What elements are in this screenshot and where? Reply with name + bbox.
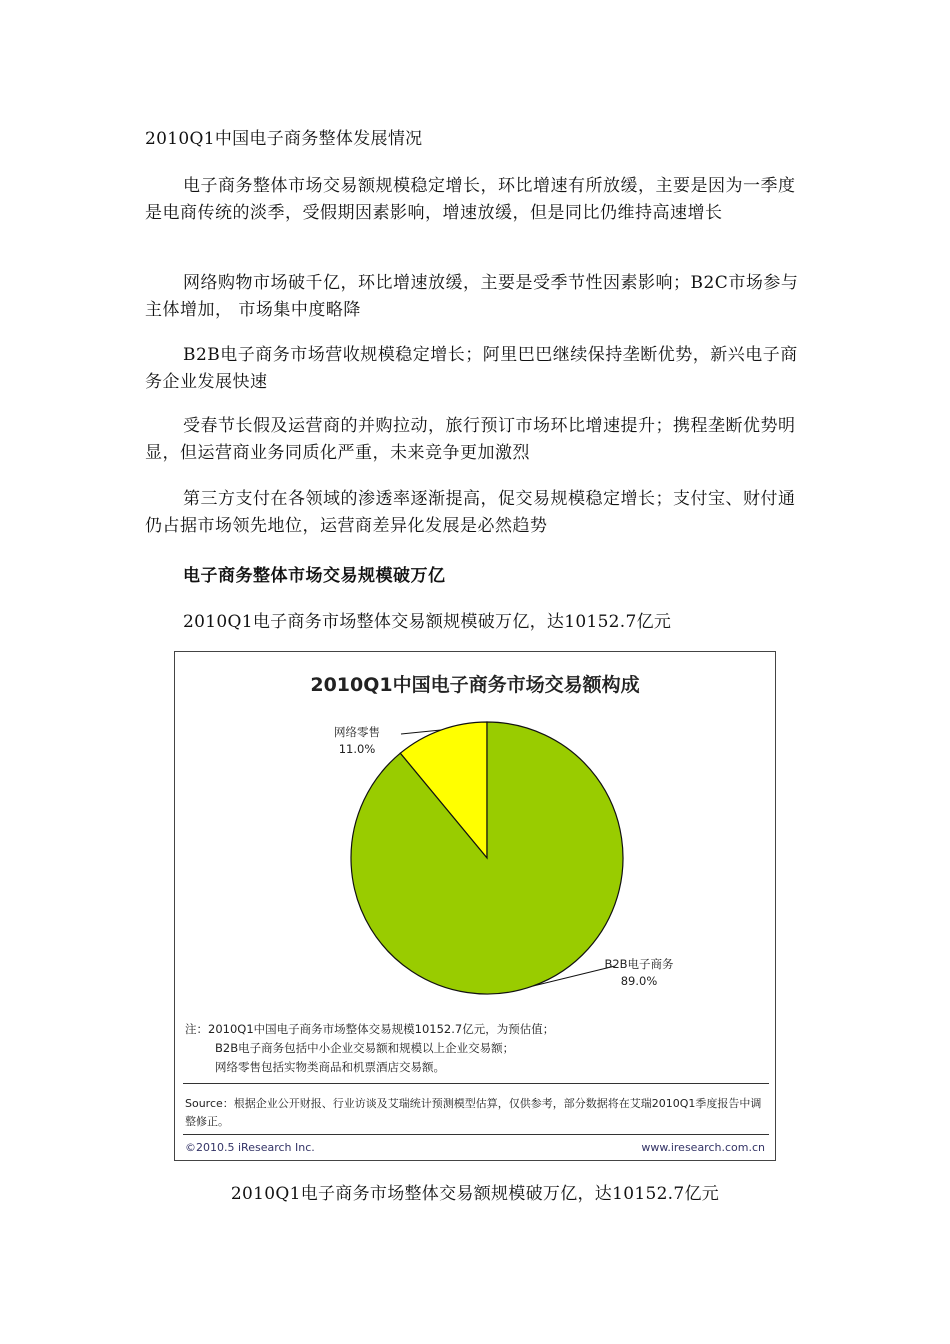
note-line-3: 网络零售包括实物类商品和机票酒店交易额。	[215, 1060, 445, 1074]
paragraph-b2b: B2B电子商务市场营收规模稳定增长；阿里巴巴继续保持垄断优势，新兴电子商务企业发展快速	[145, 345, 798, 392]
section-title: 电子商务整体市场交易规模破万亿	[183, 566, 446, 586]
slice-value-online-retail: 11.0%	[338, 742, 376, 756]
summary-line: 2010Q1电子商务市场整体交易额规模破万亿，达10152.7亿元	[183, 612, 672, 632]
copyright-text: ©2010.5 iResearch Inc.	[185, 1141, 315, 1154]
website-text: www.iresearch.com.cn	[641, 1141, 765, 1154]
divider-rule	[183, 1083, 769, 1084]
chart-source: Source：根据企业公开财报、行业访谈及艾瑞统计预测模型估算，仅供参考，部分数据将在艾瑞2010Q1季度报告中调整修正。	[185, 1097, 762, 1128]
divider-rule-bottom	[183, 1134, 769, 1135]
paragraph-payment: 第三方支付在各领域的渗透率逐渐提高，促交易规模稳定增长；支付宝、财付通仍占据市场领先地位，运营商差异化发展是必然趋势	[145, 489, 796, 536]
paragraph-online-shopping: 网络购物市场破千亿，环比增速放缓，主要是受季节性因素影响；B2C市场参与主体增加， 市场集中度略降	[145, 273, 799, 320]
chart-notes	[185, 1020, 554, 1077]
paragraph-travel: 受春节长假及运营商的并购拉动，旅行预订市场环比增速提升；携程垄断优势明显，但运营商业务同质化严重，未来竞争更加激烈	[145, 416, 796, 463]
note-line-2: B2B电子商务包括中小企业交易额和规模以上企业交易额；	[215, 1041, 515, 1055]
note-line-1: 注：2010Q1中国电子商务市场整体交易规模10152.7亿元，为预估值；	[185, 1022, 555, 1036]
slice-value-b2b: 89.0%	[620, 974, 658, 988]
chart-title: 2010Q1中国电子商务市场交易额构成	[310, 674, 640, 696]
pie-chart	[175, 652, 775, 1012]
doc-heading: 2010Q1中国电子商务整体发展情况	[145, 129, 423, 149]
paragraph-overall-market: 电子商务整体市场交易额规模稳定增长，环比增速有所放缓，主要是因为一季度是电商传统的淡季，受假期因素影响，增速放缓，但是同比仍维持高速增长	[145, 176, 796, 223]
chart-figure	[174, 651, 776, 1161]
pie-slice-b2b	[351, 722, 623, 994]
slice-label-online-retail: 网络零售	[334, 725, 380, 739]
figure-caption: 2010Q1电子商务市场整体交易额规模破万亿，达10152.7亿元	[230, 1184, 720, 1204]
slice-label-b2b: B2B电子商务	[604, 957, 674, 971]
